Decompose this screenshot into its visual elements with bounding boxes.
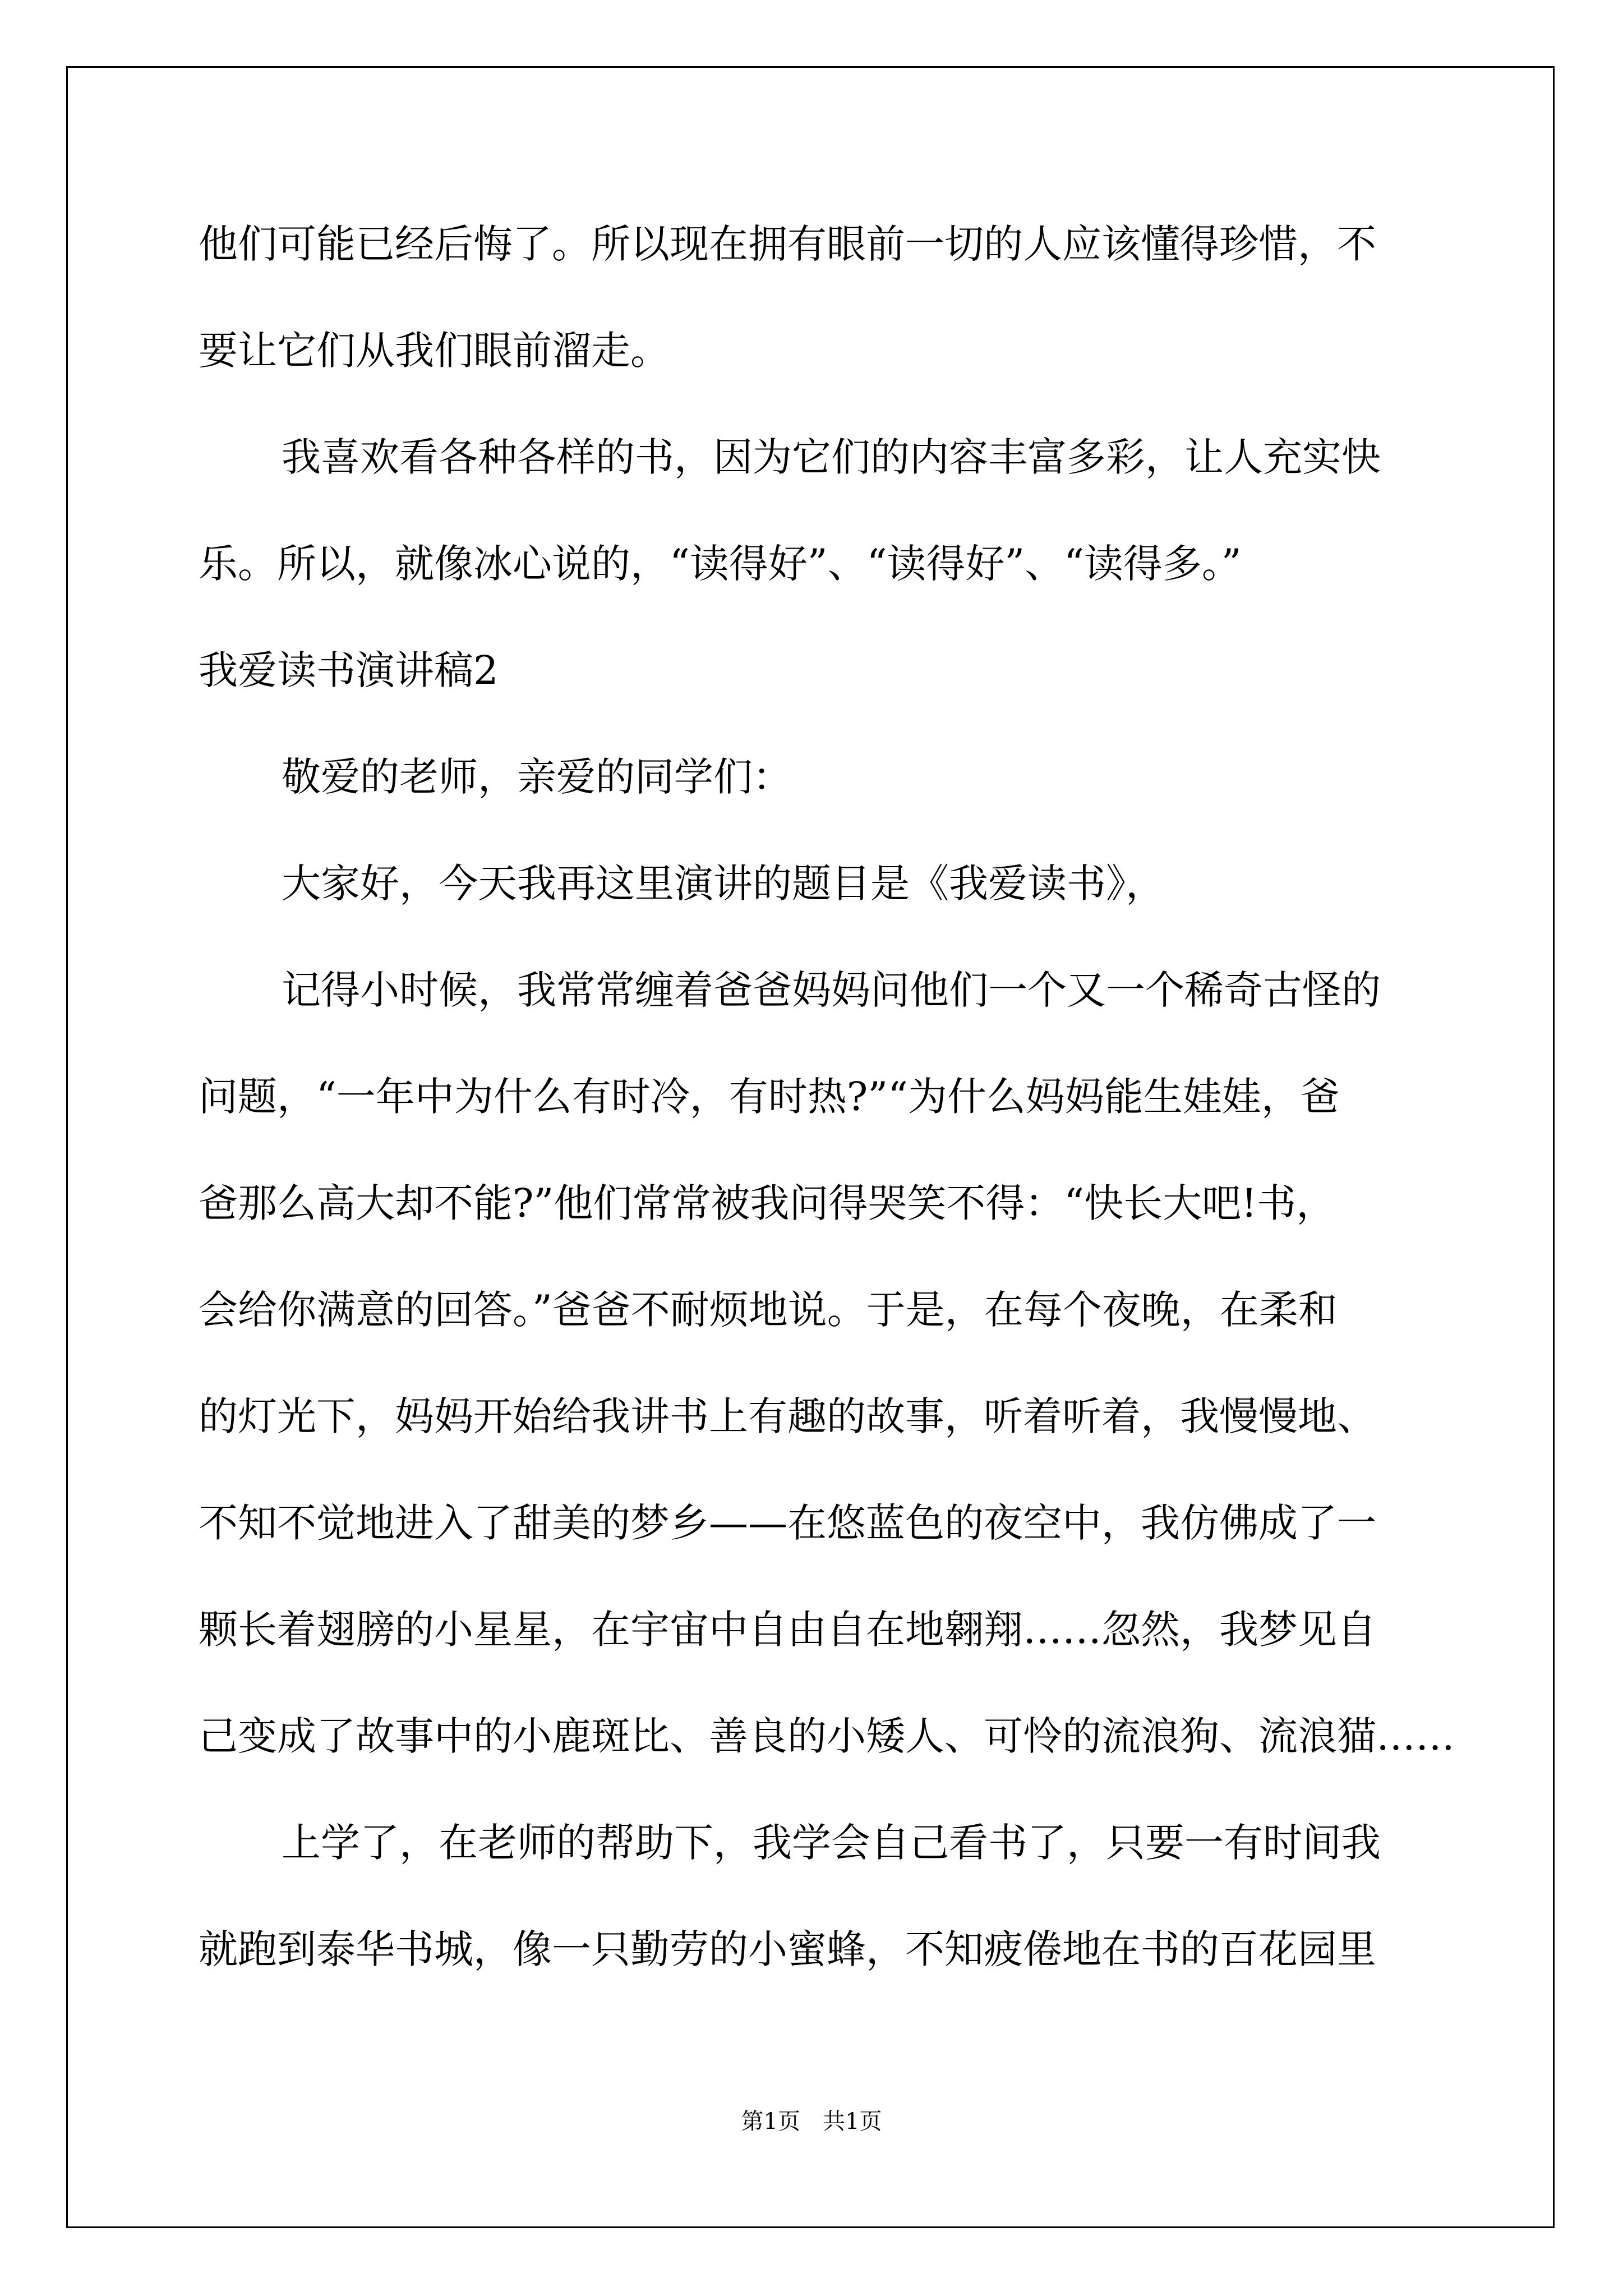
paragraph-line: 大家好，今天我再这里演讲的题目是《我爱读书》，: [282, 861, 1165, 907]
page-number: 第1页 共1页: [741, 2109, 882, 2134]
text-line: 就跑到泰华书城，像一只勤劳的小蜜蜂，不知疲倦地在书的百花园里: [199, 1926, 1376, 1972]
text-line: 颗长着翅膀的小星星，在宇宙中自由自在地翱翔……忽然，我梦见自: [199, 1607, 1376, 1653]
text-line: 爸那么高大却不能?”他们常常被我问得哭笑不得：“快长大吧!书，: [199, 1180, 1336, 1226]
text-line: 不知不觉地进入了甜美的梦乡——在悠蓝色的夜空中，我仿佛成了一: [199, 1500, 1376, 1546]
paragraph-line: 上学了，在老师的帮助下，我学会自己看书了，只要一有时间我: [282, 1820, 1381, 1866]
text-line: 他们可能已经后悔了。所以现在拥有眼前一切的人应该懂得珍惜，不: [199, 221, 1376, 267]
section-title: 我爱读书演讲稿2: [199, 647, 499, 693]
text-line: 要让它们从我们眼前溜走。: [199, 328, 670, 374]
paragraph-line: 我喜欢看各种各样的书，因为它们的内容丰富多彩，让人充实快: [282, 434, 1381, 480]
salutation: 敬爱的老师，亲爱的同学们：: [282, 754, 792, 800]
text-line: 的灯光下，妈妈开始给我讲书上有趣的故事，听着听着，我慢慢地、: [199, 1393, 1376, 1439]
text-line: 问题，“一年中为什么有时冷，有时热?”“为什么妈妈能生娃娃，爸: [199, 1074, 1340, 1120]
text-line: 己变成了故事中的小鹿斑比、善良的小矮人、可怜的流浪狗、流浪猫……: [199, 1713, 1455, 1759]
page-frame: [66, 66, 1555, 2228]
paragraph-line: 记得小时候，我常常缠着爸爸妈妈问他们一个又一个稀奇古怪的: [282, 967, 1381, 1013]
text-line: 会给你满意的回答。”爸爸不耐烦地说。于是，在每个夜晚，在柔和: [199, 1287, 1338, 1333]
text-line: 乐。所以，就像冰心说的，“读得好”、“读得好”、“读得多。”: [199, 541, 1242, 587]
